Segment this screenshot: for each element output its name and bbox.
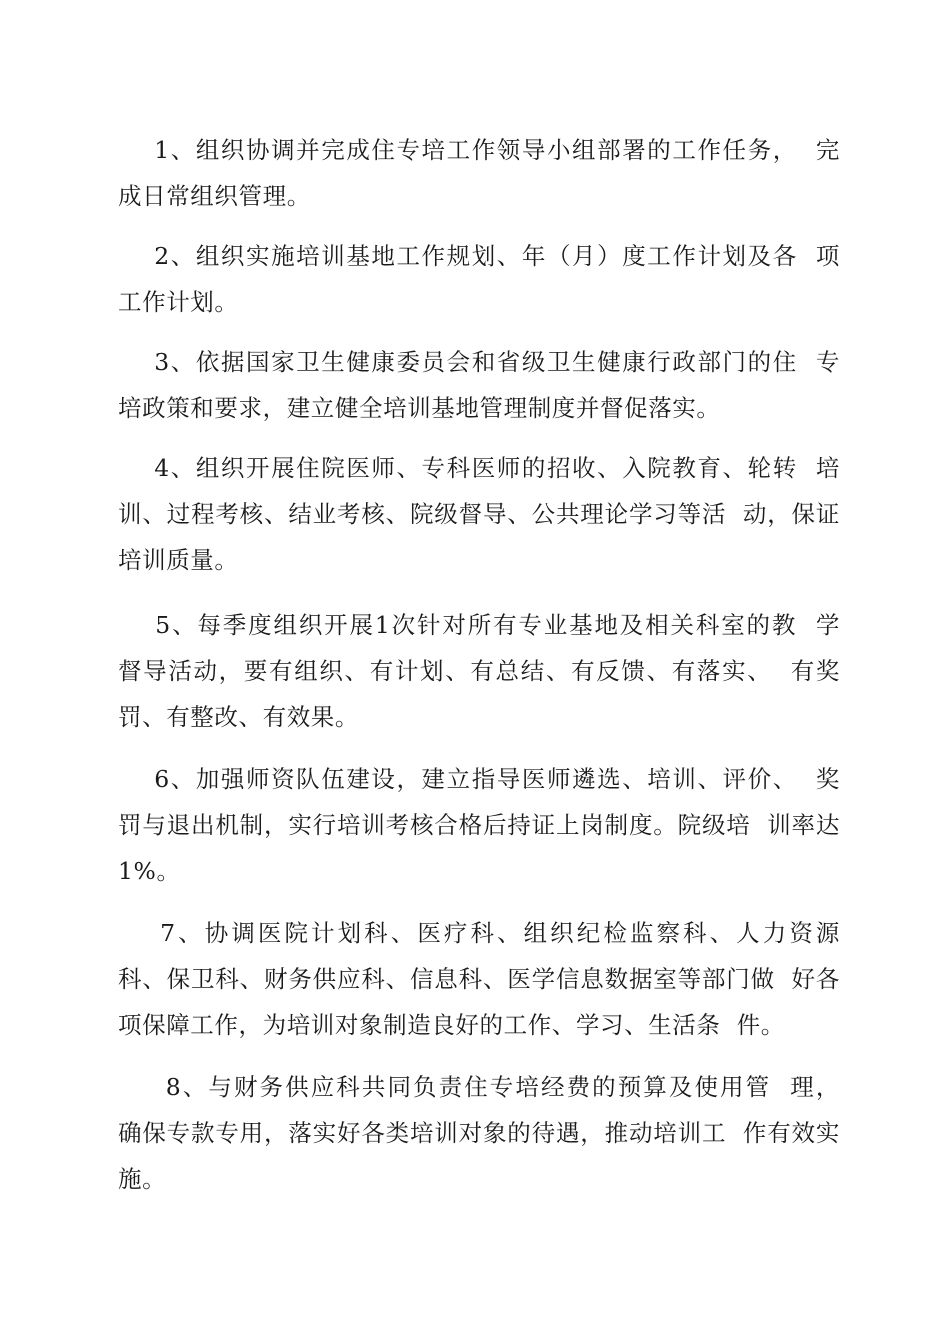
item-7-line-3: 项保障工作，为培训对象制造良好的工作、学习、生活条 件。 [118, 1011, 785, 1039]
item-4-line-3: 培训质量。 [118, 546, 239, 574]
item-8-line-2: 确保专款专用，落实好各类培训对象的待遇，推动培训工 作有效实 [118, 1119, 840, 1147]
item-7-line-2: 科、保卫科、财务供应科、信息科、医学信息数据室等部门做 好各 [118, 965, 840, 993]
item-8-line-3: 施。 [118, 1165, 167, 1193]
item-6-line-2: 罚与退出机制，实行培训考核合格后持证上岗制度。院级培 训率达 [118, 811, 840, 839]
item-3-line-2: 培政策和要求，建立健全培训基地管理制度并督促落实。 [118, 394, 721, 422]
item-8-line-1: 8、与财务供应科共同负责住专培经费的预算及使用管 理， [118, 1073, 840, 1101]
item-6-line-1: 6、加强师资队伍建设，建立指导医师遴选、培训、评价、 奖 [118, 765, 840, 793]
item-7-line-1: 7、协调医院计划科、医疗科、组织纪检监察科、人力资源 [118, 919, 840, 947]
item-5-line-2: 督导活动，要有组织、有计划、有总结、有反馈、有落实、 有奖 [118, 657, 840, 685]
item-4-line-2: 训、过程考核、结业考核、院级督导、公共理论学习等活 动，保证 [118, 500, 840, 528]
item-2-line-2: 工作计划。 [118, 288, 239, 316]
item-6-line-3: 1%。 [118, 857, 181, 885]
item-1-line-1: 1、组织协调并完成住专培工作领导小组部署的工作任务， 完 [118, 136, 840, 164]
item-5-line-1: 5、每季度组织开展1次针对所有专业基地及相关科室的教 学 [118, 611, 840, 639]
item-4-line-1: 4、组织开展住院医师、专科医师的招收、入院教育、轮转 培 [118, 454, 840, 482]
item-2-line-1: 2、组织实施培训基地工作规划、年（月）度工作计划及各 项 [118, 242, 840, 270]
item-1-line-2: 成日常组织管理。 [118, 182, 311, 210]
item-3-line-1: 3、依据国家卫生健康委员会和省级卫生健康行政部门的住 专 [118, 348, 840, 376]
item-5-line-3: 罚、有整改、有效果。 [118, 703, 359, 731]
